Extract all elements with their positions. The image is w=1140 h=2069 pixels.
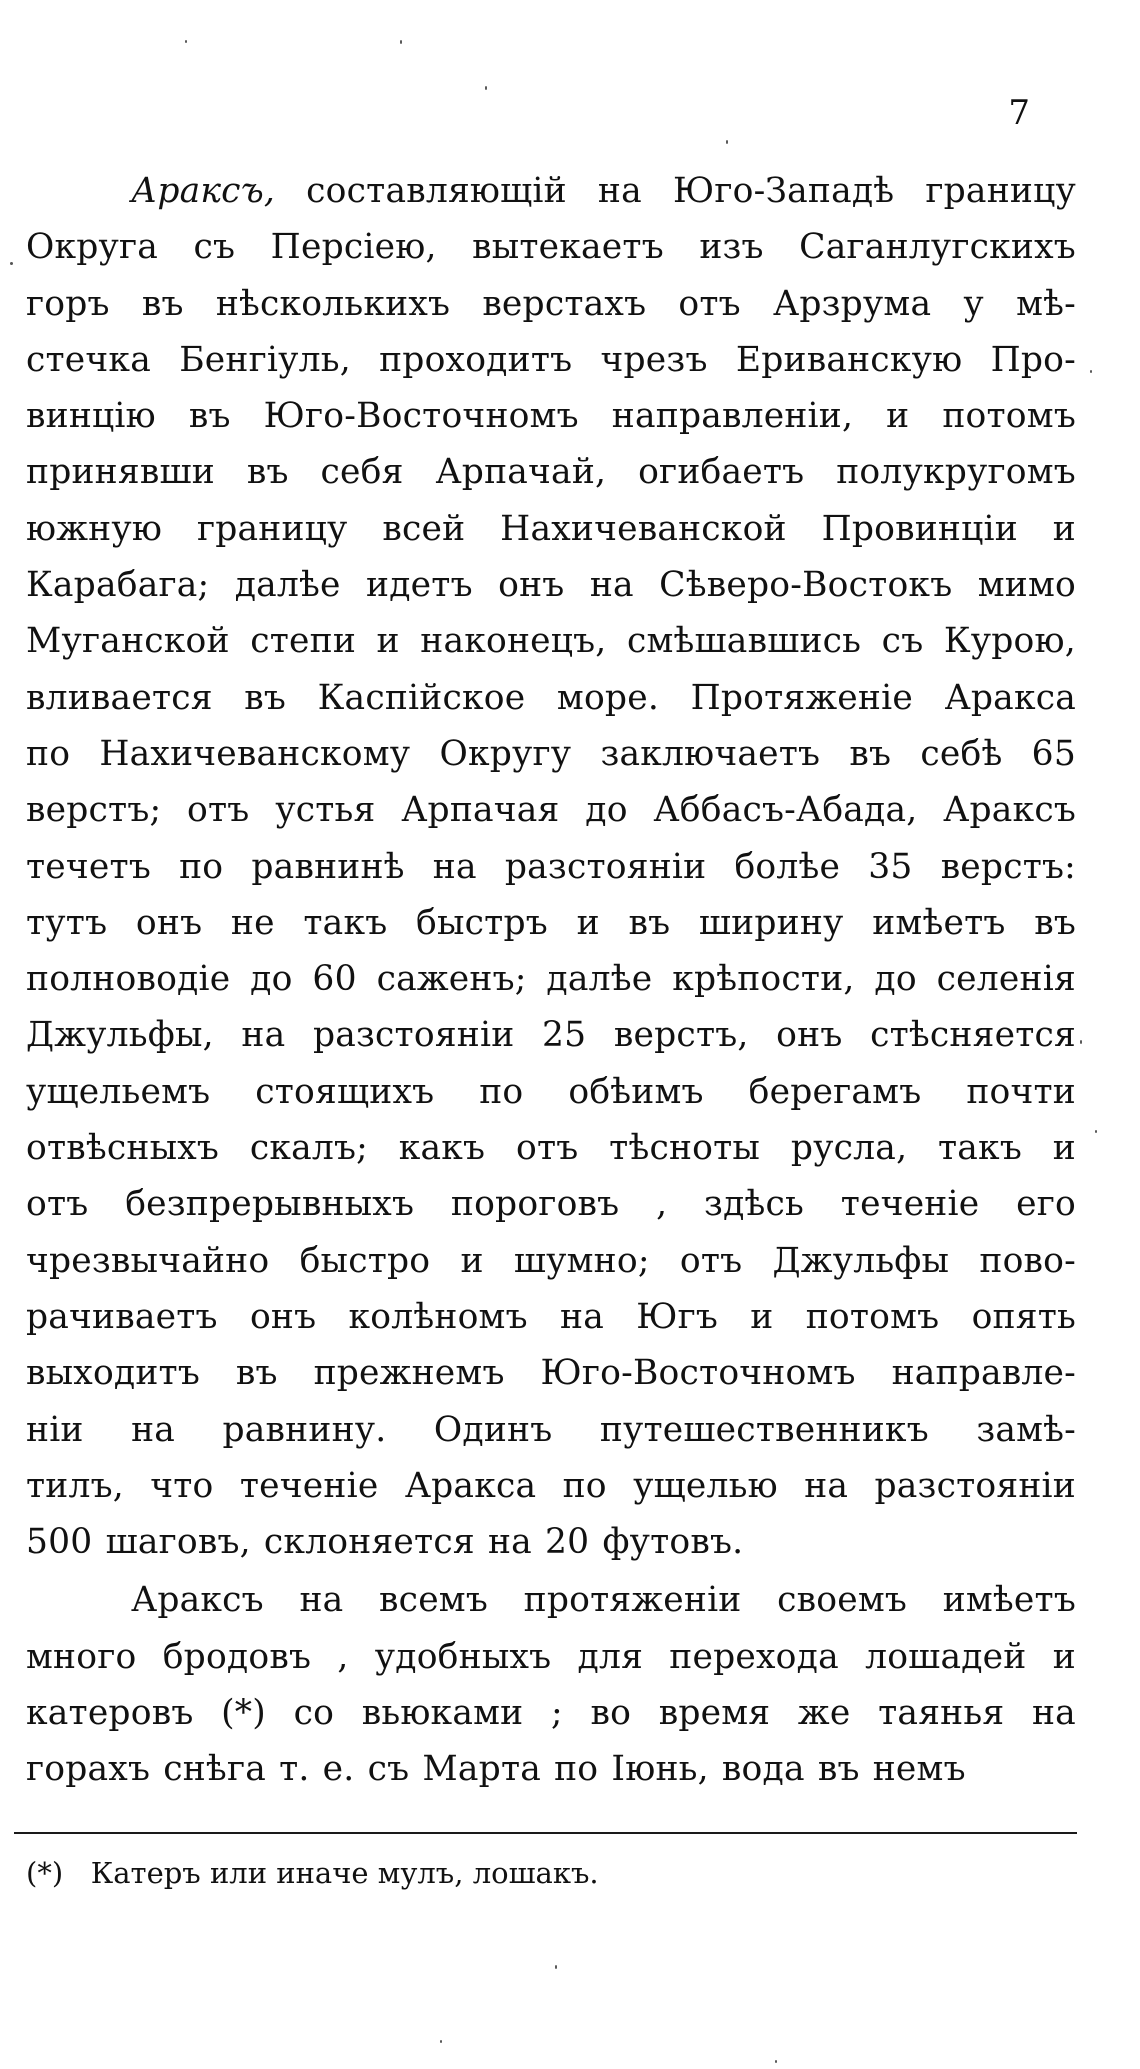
word: Аракса bbox=[944, 677, 1076, 718]
text-line bbox=[26, 782, 1076, 838]
word: Юго-Западѣ bbox=[672, 171, 895, 211]
word: и bbox=[1052, 508, 1076, 549]
word: е. bbox=[322, 1749, 355, 1790]
text-line bbox=[26, 839, 1076, 895]
word: Каспійское bbox=[317, 677, 526, 718]
word: катеровъ bbox=[26, 1693, 194, 1734]
word: Курою, bbox=[943, 621, 1076, 662]
word: и bbox=[886, 396, 910, 437]
word: изъ bbox=[699, 227, 764, 268]
paragraph-1 bbox=[26, 163, 1076, 1570]
word: со bbox=[293, 1693, 335, 1734]
footnote-rule bbox=[14, 1832, 1077, 1834]
word: до bbox=[250, 959, 293, 1000]
word: имѣетъ bbox=[872, 902, 1006, 943]
word: пово- bbox=[979, 1240, 1076, 1281]
word: Юго-Восточномъ bbox=[263, 396, 579, 437]
word: такъ bbox=[303, 902, 388, 943]
word: въ bbox=[817, 1749, 860, 1790]
word: разстояніи bbox=[874, 1465, 1076, 1506]
text-line bbox=[26, 1007, 1076, 1063]
word: болѣе bbox=[734, 846, 841, 887]
word: безпрерывныхъ bbox=[125, 1184, 415, 1225]
word: по bbox=[562, 1465, 607, 1506]
word: ущелью bbox=[633, 1465, 778, 1506]
word: горахъ bbox=[26, 1749, 151, 1790]
word: протяженіи bbox=[523, 1580, 742, 1621]
word: всей bbox=[382, 508, 466, 549]
word: не bbox=[230, 902, 275, 943]
word: Джульфы bbox=[772, 1240, 950, 1281]
word: степи bbox=[250, 621, 357, 662]
word: и bbox=[376, 621, 400, 662]
word: что bbox=[150, 1465, 214, 1506]
word: во bbox=[590, 1693, 632, 1734]
word: почти bbox=[966, 1071, 1076, 1112]
word: вьюками bbox=[361, 1693, 524, 1734]
footnote bbox=[26, 1855, 1076, 1891]
word: на bbox=[597, 171, 642, 211]
word: пороговъ bbox=[450, 1184, 620, 1225]
text-line bbox=[26, 1289, 1076, 1345]
word: много bbox=[26, 1636, 137, 1677]
word: нѣсколькихъ bbox=[215, 283, 451, 324]
word: быстръ bbox=[416, 902, 548, 943]
word: чрезъ bbox=[600, 339, 708, 380]
word: смѣшавшись bbox=[626, 621, 862, 662]
word: заключаетъ bbox=[600, 733, 821, 774]
word: своемъ bbox=[777, 1580, 908, 1621]
text-line bbox=[26, 444, 1076, 500]
word: онъ bbox=[135, 902, 203, 943]
word: Югъ bbox=[636, 1296, 719, 1337]
text-line bbox=[26, 1345, 1076, 1401]
word: шаговъ, bbox=[105, 1522, 251, 1563]
word: себя bbox=[320, 452, 404, 493]
text-line bbox=[26, 1685, 1076, 1741]
word: тѣсноты bbox=[609, 1128, 761, 1169]
word: саженъ; bbox=[376, 959, 527, 1000]
word: южную bbox=[26, 508, 163, 549]
word: отвѣсныхъ bbox=[26, 1128, 220, 1169]
word: верстъ: bbox=[940, 846, 1076, 887]
text-line bbox=[26, 1514, 1076, 1570]
page-number: 7 bbox=[1008, 93, 1030, 133]
word: въ bbox=[1034, 902, 1076, 943]
word: Арзрума bbox=[773, 283, 932, 324]
word: на bbox=[560, 1296, 604, 1337]
word: Араксъ bbox=[131, 1580, 264, 1621]
word: имѣетъ bbox=[942, 1580, 1076, 1621]
word: онъ bbox=[249, 1296, 317, 1337]
word: наконецъ, bbox=[420, 621, 607, 662]
word: до bbox=[874, 959, 917, 1000]
word: Аббасъ-Абада, bbox=[653, 790, 918, 831]
word: равнину. bbox=[222, 1409, 387, 1450]
word: ніи bbox=[26, 1409, 84, 1450]
word: верстъ, bbox=[613, 1015, 749, 1056]
text-line bbox=[26, 163, 1076, 219]
word: стоящихъ bbox=[255, 1071, 435, 1112]
word: русла, bbox=[790, 1128, 908, 1169]
word: тилъ, bbox=[26, 1465, 124, 1506]
word: Сѣверо-Востокъ bbox=[659, 565, 953, 606]
word: устья bbox=[275, 790, 376, 831]
word: вытекаетъ bbox=[472, 227, 664, 268]
word: полноводіе bbox=[26, 959, 231, 1000]
word: онъ bbox=[776, 1015, 843, 1056]
word: Ериванскую bbox=[735, 339, 963, 380]
text-line bbox=[26, 501, 1076, 557]
word: онъ bbox=[498, 565, 565, 606]
word: равнинѣ bbox=[251, 846, 405, 887]
word: на bbox=[1031, 1693, 1076, 1734]
word: на bbox=[432, 846, 477, 887]
text-line bbox=[26, 1629, 1076, 1685]
word: въ bbox=[246, 452, 289, 493]
word: Карабага; bbox=[26, 565, 210, 606]
word: потомъ bbox=[942, 396, 1076, 437]
word: идетъ bbox=[366, 565, 473, 606]
word: границу bbox=[196, 508, 348, 549]
footnote-text: Катеръ или иначе мулъ, лошакъ. bbox=[90, 1856, 599, 1890]
body-text bbox=[26, 163, 1076, 1798]
word: потомъ bbox=[805, 1296, 940, 1337]
word: далѣе bbox=[234, 565, 341, 606]
word: Арпачай, bbox=[435, 452, 607, 493]
word: всемъ bbox=[379, 1580, 488, 1621]
word: полукругомъ bbox=[836, 452, 1076, 493]
paragraph-2 bbox=[26, 1572, 1076, 1797]
word: 20 bbox=[545, 1522, 590, 1563]
text-line bbox=[26, 1741, 1076, 1797]
word: 500 bbox=[26, 1522, 93, 1563]
word: и bbox=[1052, 1128, 1076, 1169]
word: таянья bbox=[878, 1693, 1005, 1734]
word: путешественникъ bbox=[599, 1409, 929, 1450]
word: (*) bbox=[221, 1693, 266, 1734]
word: снѣга bbox=[163, 1749, 266, 1790]
word: лошадей bbox=[865, 1636, 1027, 1677]
word: Аракса bbox=[404, 1465, 537, 1506]
word: ущельемъ bbox=[26, 1071, 211, 1112]
word: Марта bbox=[422, 1749, 541, 1790]
word: по bbox=[479, 1071, 524, 1112]
text-line bbox=[26, 951, 1076, 1007]
word: шумно; bbox=[513, 1240, 650, 1281]
word: крѣпости, bbox=[672, 959, 855, 1000]
word: тутъ bbox=[26, 902, 108, 943]
text-line bbox=[26, 726, 1076, 782]
word: въ bbox=[244, 677, 287, 718]
text-line bbox=[26, 276, 1076, 332]
word: на bbox=[487, 1522, 532, 1563]
word: Провинціи bbox=[821, 508, 1018, 549]
word: Одинъ bbox=[433, 1409, 553, 1450]
word: Юго-Восточномъ bbox=[540, 1353, 856, 1394]
text-line bbox=[26, 895, 1076, 951]
word: Нахичеванской bbox=[500, 508, 787, 549]
word: т. bbox=[279, 1749, 310, 1790]
word: быстро bbox=[299, 1240, 431, 1281]
word: прежнемъ bbox=[313, 1353, 505, 1394]
word: въ bbox=[141, 283, 184, 324]
word: разстояніи bbox=[504, 846, 707, 887]
word: по bbox=[179, 846, 224, 887]
word: , bbox=[337, 1636, 349, 1677]
word: море. bbox=[556, 677, 659, 718]
word: немъ bbox=[872, 1749, 966, 1790]
word: отъ bbox=[679, 1240, 743, 1281]
word: колѣномъ bbox=[348, 1296, 528, 1337]
word: стечка bbox=[26, 339, 151, 380]
word: въ bbox=[849, 733, 892, 774]
word: какъ bbox=[398, 1128, 486, 1169]
word: горъ bbox=[26, 283, 110, 324]
word: съ bbox=[367, 1749, 410, 1790]
word: скалъ; bbox=[249, 1128, 368, 1169]
word: въ bbox=[235, 1353, 278, 1394]
word: замѣ- bbox=[976, 1409, 1076, 1450]
word: Округа bbox=[26, 227, 159, 268]
text-line bbox=[26, 219, 1076, 275]
word: селенія bbox=[936, 959, 1076, 1000]
word: винцію bbox=[26, 396, 156, 437]
word: для bbox=[577, 1636, 644, 1677]
word: мѣ- bbox=[1016, 283, 1076, 324]
word: Джульфы, bbox=[26, 1015, 214, 1056]
text-line bbox=[26, 1572, 1076, 1628]
word: течетъ bbox=[26, 846, 151, 887]
word: границу bbox=[925, 171, 1076, 211]
word: разстояніи bbox=[312, 1015, 515, 1056]
word: Про- bbox=[990, 339, 1076, 380]
word: футовъ. bbox=[602, 1522, 744, 1563]
word: склоняется bbox=[263, 1522, 475, 1563]
word: чрезвычайно bbox=[26, 1240, 270, 1281]
word: Протяженіе bbox=[690, 677, 913, 718]
word: съ bbox=[193, 227, 236, 268]
word: же bbox=[797, 1693, 851, 1734]
word: теченіе bbox=[840, 1184, 980, 1225]
footnote-marker: (*) bbox=[26, 1856, 64, 1890]
text-line bbox=[26, 613, 1076, 669]
word: Саганлугскихъ bbox=[799, 227, 1076, 268]
word: съ bbox=[881, 621, 924, 662]
word: теченіе bbox=[239, 1465, 379, 1506]
word: удобныхъ bbox=[374, 1636, 552, 1677]
text-line bbox=[26, 1458, 1076, 1514]
word: мимо bbox=[977, 565, 1076, 606]
word: и bbox=[1052, 1636, 1076, 1677]
word: стѣсняется bbox=[870, 1015, 1076, 1056]
word: отъ bbox=[678, 283, 741, 324]
word: рачиваетъ bbox=[26, 1296, 218, 1337]
word: на bbox=[299, 1580, 344, 1621]
word: направле- bbox=[891, 1353, 1076, 1394]
word: выходитъ bbox=[26, 1353, 200, 1394]
text-line bbox=[26, 1064, 1076, 1120]
word: 25 bbox=[542, 1015, 587, 1056]
text-line bbox=[26, 1402, 1076, 1458]
word: опять bbox=[971, 1296, 1076, 1337]
word: у bbox=[963, 283, 984, 324]
word: по bbox=[26, 733, 71, 774]
word: на bbox=[804, 1465, 849, 1506]
word: , bbox=[656, 1184, 668, 1225]
word: перехода bbox=[669, 1636, 839, 1677]
word: здѣсь bbox=[704, 1184, 805, 1225]
word: 65 bbox=[1031, 733, 1076, 774]
word: до bbox=[585, 790, 628, 831]
word: Нахичеванскому bbox=[99, 733, 411, 774]
word: Округу bbox=[439, 733, 572, 774]
word: и bbox=[576, 902, 600, 943]
word: далѣе bbox=[546, 959, 653, 1000]
word: отъ bbox=[26, 1184, 89, 1225]
word: Іюнь, bbox=[611, 1749, 709, 1790]
word: направленіи, bbox=[611, 396, 854, 437]
word: въ bbox=[188, 396, 231, 437]
word: Бенгіуль, bbox=[179, 339, 351, 380]
word: принявши bbox=[26, 452, 215, 493]
text-line bbox=[26, 1233, 1076, 1289]
word: верстахъ bbox=[482, 283, 647, 324]
word: ширину bbox=[698, 902, 844, 943]
word: отъ bbox=[515, 1128, 579, 1169]
word: время bbox=[658, 1693, 771, 1734]
text-line bbox=[26, 670, 1076, 726]
word: въ bbox=[628, 902, 671, 943]
word: себѣ bbox=[920, 733, 1003, 774]
word: его bbox=[1016, 1184, 1076, 1225]
word: 60 bbox=[312, 959, 357, 1000]
word: такъ bbox=[938, 1128, 1022, 1169]
word: на bbox=[131, 1409, 176, 1450]
word: отъ bbox=[187, 790, 250, 831]
word: ; bbox=[550, 1693, 563, 1734]
word: проходитъ bbox=[379, 339, 573, 380]
word: по bbox=[554, 1749, 599, 1790]
text-line bbox=[26, 1120, 1076, 1176]
word: вливается bbox=[26, 677, 213, 718]
text-line bbox=[26, 1176, 1076, 1232]
word: Арпачая bbox=[401, 790, 560, 831]
word: Араксъ bbox=[943, 790, 1076, 831]
word: вода bbox=[721, 1749, 805, 1790]
text-line bbox=[26, 388, 1076, 444]
text-line bbox=[26, 557, 1076, 613]
word: на bbox=[589, 565, 634, 606]
word: берегамъ bbox=[748, 1071, 922, 1112]
italic-word: Араксъ, bbox=[131, 171, 276, 211]
word: верстъ; bbox=[26, 790, 162, 831]
word: на bbox=[241, 1015, 286, 1056]
word: огибаетъ bbox=[638, 452, 805, 493]
word: и bbox=[460, 1240, 484, 1281]
word: и bbox=[750, 1296, 774, 1337]
text-line bbox=[26, 332, 1076, 388]
word: Муганской bbox=[26, 621, 230, 662]
word: составляющій bbox=[306, 171, 567, 211]
word: обѣимъ bbox=[568, 1071, 704, 1112]
word: 35 bbox=[868, 846, 913, 887]
word: Персіею, bbox=[270, 227, 437, 268]
word: бродовъ bbox=[162, 1636, 312, 1677]
